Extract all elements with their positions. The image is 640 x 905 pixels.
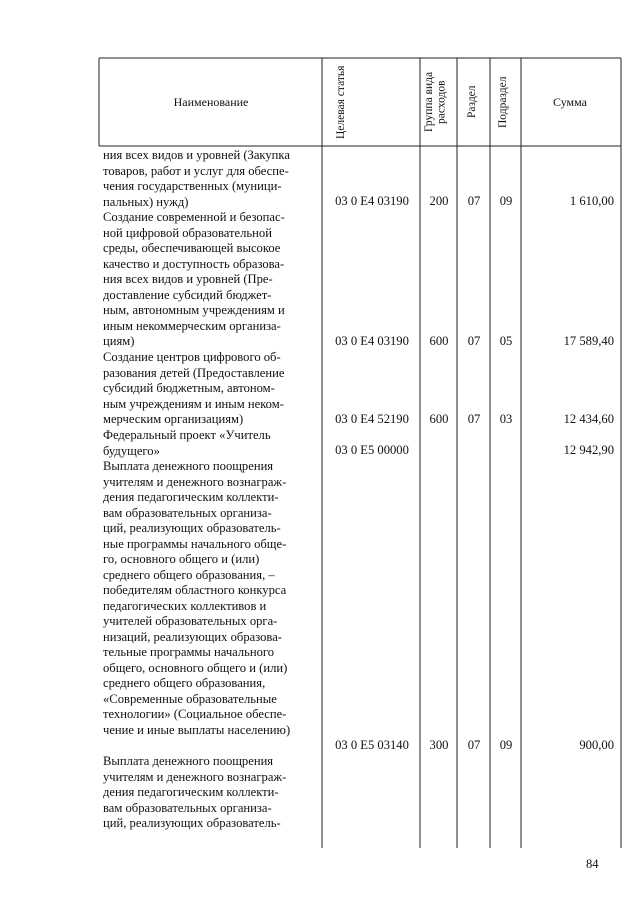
table-row-name: Создание центров цифрового об- разования детей (Предоставление субсидий бюджетным, автоном- ным учреждениям и иным неком- мерческим организациям)	[103, 350, 285, 426]
row-expense-group: 200	[429, 194, 449, 208]
header-name: Наименование	[173, 95, 249, 109]
row-target-article: 03 0 E4 52190	[335, 412, 409, 426]
row-target-article: 03 0 E5 03140	[335, 738, 409, 752]
header-subsection: Подраздел	[497, 76, 509, 128]
row-expense-group: 300	[429, 738, 449, 752]
row-section: 07	[467, 334, 481, 348]
header-expense-group: Группа вида расходов	[423, 71, 448, 133]
table-row-name: Выплата денежного поощрения учителям и денежного вознаграж- дения педагогическим коллекти- вам образовательных организа- ций, реализующих образователь- ные программы начального обще- го, основного общего и (или) среднего общего образования, – победителям областного конкурса педагогических коллективов и учителей образовательных орга- низаций, реализующих образова- тельные программы начального общего, основного общего и (или) среднего общего образования, «Современные образовательные технологии» (Социальное обеспе- чение и иные выплаты населению)	[103, 459, 291, 737]
row-expense-group: 600	[429, 334, 449, 348]
row-sum: 12 434,60	[563, 412, 614, 426]
header-target-article: Целевая статья	[335, 65, 347, 139]
row-sum: 1 610,00	[569, 194, 614, 208]
row-subsection: 09	[499, 194, 513, 208]
page-number: 84	[586, 857, 599, 871]
table-row-name: Выплата денежного поощрения учителям и денежного вознаграж- дения педагогическим коллекти- вам образовательных организа- ций, реализующих образователь-	[103, 754, 287, 830]
header-sum: Сумма	[553, 95, 587, 109]
row-section: 07	[467, 194, 481, 208]
row-expense-group: 600	[429, 412, 449, 426]
row-subsection: 09	[499, 738, 513, 752]
row-section: 07	[467, 412, 481, 426]
table-row-name: Создание современной и безопас- ной цифровой образовательной среды, обеспечивающей высокое качество и доступность образова- ния всех видов и уровней (Пре- доставление субсидий бюджет- ным, автономным учреждениям и иным некоммерческим организа- циям)	[103, 210, 285, 348]
row-target-article: 03 0 E4 03190	[335, 334, 409, 348]
row-section: 07	[467, 738, 481, 752]
row-sum: 12 942,90	[563, 443, 614, 457]
row-target-article: 03 0 E4 03190	[335, 194, 409, 208]
row-subsection: 05	[499, 334, 513, 348]
row-sum: 900,00	[579, 738, 614, 752]
row-target-article: 03 0 E5 00000	[335, 443, 409, 457]
header-section: Раздел	[466, 85, 478, 119]
table-row-name: ния всех видов и уровней (Закупка товаров, работ и услуг для обеспе- чения государственных (муници- пальных) нужд)	[103, 148, 290, 209]
row-sum: 17 589,40	[563, 334, 614, 348]
table-row-name: Федеральный проект «Учитель будущего»	[103, 428, 271, 458]
row-subsection: 03	[499, 412, 513, 426]
